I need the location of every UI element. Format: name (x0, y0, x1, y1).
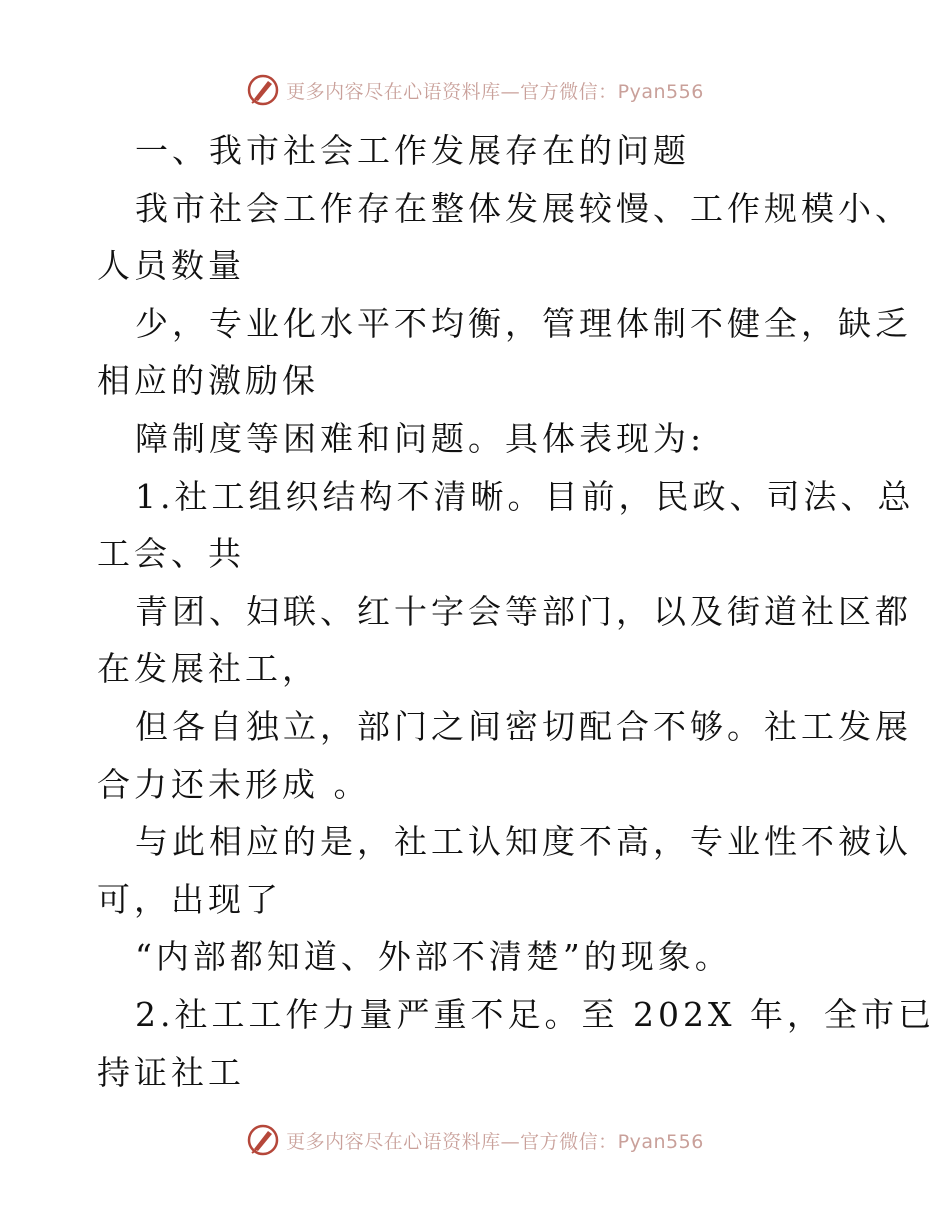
text-line: 障制度等困难和问题。具体表现为: (135, 418, 706, 458)
text-line: 我市社会工作存在整体发展较慢、工作规模小、 (135, 188, 912, 228)
red-quill-seal-icon (246, 73, 280, 107)
text-line: 人员数量 (97, 246, 245, 286)
text-line: 少，专业化水平不均衡，管理体制不健全，缺乏 (135, 303, 912, 343)
body-text (97, 122, 935, 1101)
watermark-text: 更多内容尽在心语资料库—官方微信： (286, 1130, 618, 1153)
watermark-id: Pyan556 (617, 80, 704, 103)
text-line: 持证社工 (97, 1052, 245, 1092)
red-quill-seal-icon (246, 1123, 280, 1157)
text-line: 与此相应的是，社工认知度不高，专业性不被认 (135, 822, 912, 862)
watermark-id: Pyan556 (617, 1130, 704, 1153)
text-line: 工会、共 (97, 534, 245, 574)
text-line: 合力还未形成 。 (97, 764, 371, 804)
text-line: 但各自独立，部门之间密切配合不够。社工发展 (135, 706, 912, 746)
watermark-banner-bottom (0, 1120, 950, 1160)
text-line: 1.社工组织结构不清晰。目前，民政、司法、总 (135, 476, 915, 516)
section-heading: 一、我市社会工作发展存在的问题 (135, 131, 690, 170)
watermark-banner-top (0, 70, 950, 110)
text-line: 可，出现了 (97, 879, 282, 919)
text-line: 在发展社工， (97, 649, 319, 689)
watermark-text: 更多内容尽在心语资料库—官方微信： (286, 80, 618, 103)
text-line: 相应的激励保 (97, 361, 319, 401)
text-line: “内部都知道、外部不清楚”的现象。 (135, 937, 732, 977)
text-line: 2.社工工作力量严重不足。至 202X 年，全市已 (135, 994, 935, 1034)
text-line: 青团、妇联、红十字会等部门，以及街道社区都 (135, 591, 912, 631)
